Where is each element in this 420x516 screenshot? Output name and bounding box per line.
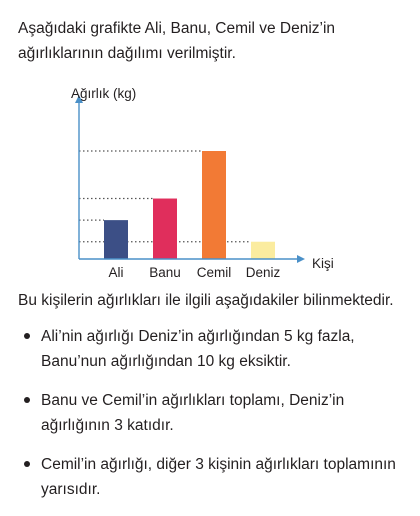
- bar-ali: [104, 220, 128, 259]
- tick-label-cemil: Cemil: [196, 265, 232, 280]
- condition-item: [18, 452, 408, 502]
- tick-label-ali: Ali: [108, 265, 124, 280]
- bullet-icon: [24, 461, 30, 467]
- bar-banu: [153, 199, 177, 259]
- condition-text: Ali’nin ağırlığı Deniz’in ağırlığından 5 kg fazla, Banu’nun ağırlığından 10 kg eksiktir.: [41, 328, 355, 370]
- y-axis-title: Ağırlık (kg): [71, 86, 137, 101]
- x-axis-title: Kişi: [312, 256, 334, 271]
- intro-text: Aşağıdaki grafikte Ali, Banu, Cemil ve Deniz’in ağırlıklarının dağılımı verilmiştir.: [18, 20, 336, 62]
- tick-label-banu: Banu: [149, 265, 181, 280]
- bullet-icon: [24, 333, 30, 339]
- tick-label-deniz: Deniz: [245, 265, 281, 280]
- condition-list: [18, 324, 408, 516]
- subhead-text: Bu kişilerin ağırlıkları ile ilgili aşağıdakiler bilinmektedir.: [18, 292, 394, 309]
- x-axis-arrow-icon: [297, 255, 305, 263]
- condition-text: Banu ve Cemil’in ağırlıkları toplamı, Deniz’in ağırlığının 3 katıdır.: [41, 392, 345, 434]
- bar-deniz: [251, 242, 275, 259]
- bar-cemil: [202, 151, 226, 259]
- condition-item: [18, 388, 408, 438]
- bullet-icon: [24, 397, 30, 403]
- condition-text: Cemil’in ağırlığı, diğer 3 kişinin ağırlıkları toplamının yarısıdır.: [41, 456, 396, 498]
- condition-item: [18, 324, 408, 374]
